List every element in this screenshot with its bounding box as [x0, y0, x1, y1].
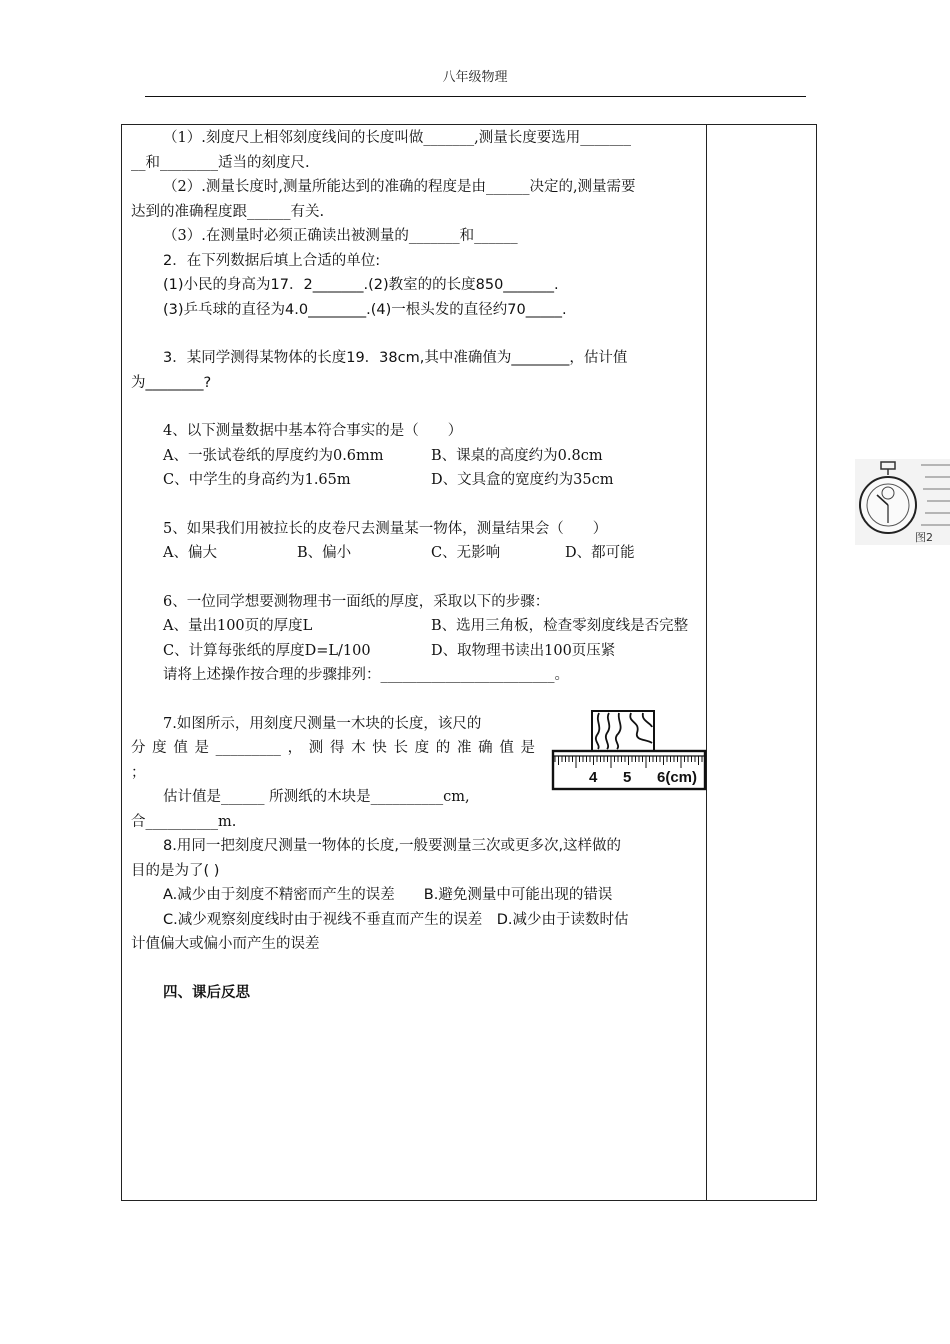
q5-options	[131, 541, 697, 566]
q5-option-c: C、无影响	[431, 545, 501, 561]
q6-options-row-1	[131, 614, 697, 639]
ruler-label-4: 4	[589, 769, 598, 786]
q5-option-b: B、偏小	[297, 545, 352, 561]
q1-3-line: （3）.在测量时必须正确读出被测量的_______和______	[163, 228, 518, 244]
ruler-label-5: 5	[623, 769, 632, 786]
q7-line-a: 7.如图所示，用刻度尺测量一木块的长度，该尺的	[163, 715, 482, 732]
q6-options-row-2	[131, 639, 697, 664]
q5-option-d: D、都可能	[565, 545, 635, 561]
q6-order-prompt: 请将上述操作按合理的步骤排列：________________________。	[163, 667, 569, 683]
stopwatch-figure	[855, 459, 950, 545]
q4-option-d: D、文具盒的宽度约为35cm	[431, 472, 614, 488]
q3-line-a: 3．某同学测得某物体的长度19．38cm,其中准确值为________，估计值	[163, 350, 628, 366]
q8-options-ab: A.减少由于刻度不精密而产生的误差 B.避免测量中可能出现的错误	[163, 887, 613, 903]
q6-option-d: D、取物理书读出100页压紧	[431, 642, 616, 659]
q1-1-line-a: （1）.刻度尺上相邻刻度线间的长度叫做_______,测量长度要选用_______	[163, 130, 631, 146]
q1-2-line-a: （2）.测量长度时,测量所能达到的准确的程度是由______决定的,测量需要	[163, 179, 636, 195]
ruler-label-6cm: 6(cm)	[657, 769, 698, 786]
q7-block	[131, 712, 535, 835]
q8-line-b: 目的是为了( )	[131, 862, 220, 879]
column-divider	[706, 124, 707, 1201]
q4-option-a: A、一张试卷纸的厚度约为0.6mm	[163, 447, 384, 464]
q4-question: 4、以下测量数据中基本符合事实的是（ ）	[163, 423, 463, 439]
q3-line-b: 为________?	[131, 374, 212, 391]
q7-line-c: ；	[131, 764, 146, 781]
q4-option-b: B、课桌的高度约为0.8cm	[431, 447, 603, 464]
header-rule	[145, 96, 806, 97]
q2-line-b: (3)乒乓球的直径为4.0________.(4)一根头发的直径约70_____.	[163, 301, 567, 318]
ruler-block-figure	[551, 709, 707, 793]
q4-option-c: C、中学生的身高约为1.65m	[163, 472, 351, 488]
q6-option-a: A、量出100页的厚度L	[163, 618, 313, 634]
q8-options-cd-a: C.减少观察刻度线时由于视线不垂直而产生的误差 D.减少由于读数时估	[163, 911, 629, 928]
page-header: 八年级物理	[442, 70, 508, 85]
q2-title: 2．在下列数据后填上合适的单位:	[163, 252, 381, 269]
q8-line-a: 8.用同一把刻度尺测量一物体的长度,一般要测量三次或更多次,这样做的	[163, 838, 622, 854]
q2-line-a: (1)小民的身高为17．2_______.(2)教室的的长度850_______.	[163, 277, 559, 293]
q4-options-row-1	[131, 444, 697, 469]
q7-line-e: 合__________m.	[131, 813, 237, 830]
q5-option-a: A、偏大	[163, 545, 217, 561]
section-reflection-title: 四、课后反思	[163, 984, 250, 1001]
q5-question: 5、如果我们用被拉长的皮卷尺去测量某一物体，测量结果会（ ）	[163, 520, 608, 537]
q4-options-row-2	[131, 468, 697, 493]
q1-1-line-b: __和________适当的刻度尺.	[131, 154, 310, 171]
q1-2-line-b: 达到的准确程度跟______有关.	[131, 203, 325, 220]
q8-options-cd-b: 计值偏大或偏小而产生的误差	[131, 936, 320, 952]
wood-block	[592, 711, 654, 751]
worksheet-body	[131, 126, 697, 1005]
q7-line-b: 分度值是_________，测得木快长度的准确值是	[131, 740, 535, 756]
q6-question: 6、一位同学想要测物理书一面纸的厚度，采取以下的步骤：	[163, 593, 550, 610]
q6-option-b: B、选用三角板，检查零刻度线是否完整	[431, 618, 689, 634]
q7-line-d: 估计值是______ 所测纸的木块是__________cm,	[163, 789, 470, 805]
stopwatch-caption: 图2	[915, 531, 933, 544]
q6-option-c: C、计算每张纸的厚度D=L/100	[163, 642, 371, 659]
